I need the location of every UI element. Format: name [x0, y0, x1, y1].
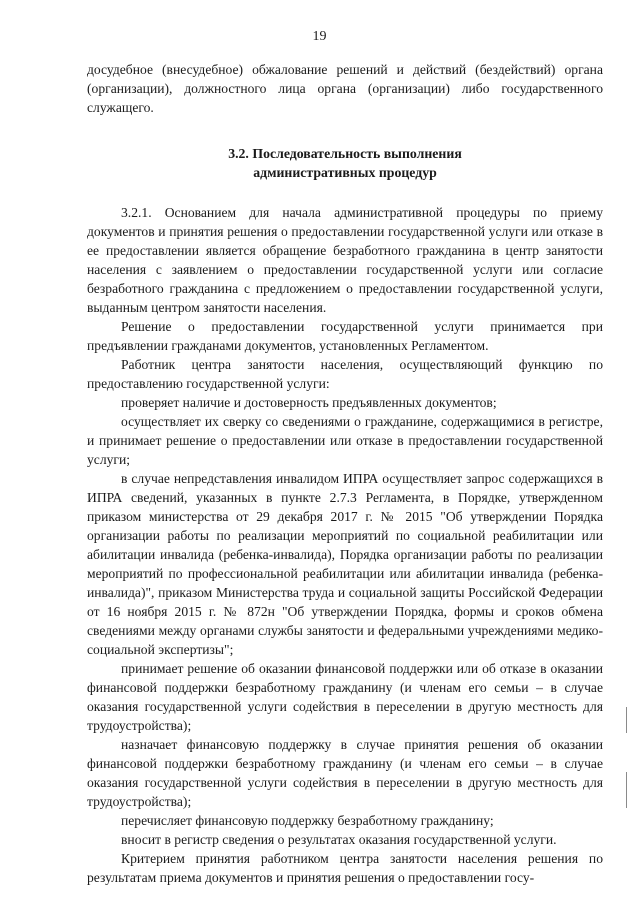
scan-margin-mark	[626, 707, 627, 733]
list-item-assigns-support: назначает финансовую поддержку в случае принятия решения об оказании финансовой поддержки безработному гражданину (и членам его семьи – в случае оказания государственной услуги содействия в переселении в другую местность для трудоустройства);	[87, 737, 603, 809]
list-item-ipra-request: в случае непредставления инвалидом ИПРА осуществляет запрос содержащихся в ИПРА сведений, указанных в пункте 2.7.3 Регламента, в Порядке, утвержденном приказом министерства от 29 декабря 2017 г. № 2015 "Об утверждении Порядка организации работы по реализации мероприятий по социальной реабилитации или абилитации инвалида (ребенка-инвалида), Порядка организации работы по реализации мероприятий по профессиональной реабилитации или абилитации инвалида (ребенка-инвалида)", приказом Министерства труда и социальной защиты Российской Федерации от 16 ноября 2015 г. № 872н "Об утверждении Порядка, формы и сроков обмена сведениями между органами службы занятости и федеральными учреждениями медико-социальной экспертизы";	[87, 471, 603, 657]
section-heading-line-1: 3.2. Последовательность выполнения	[228, 146, 462, 161]
section-heading	[87, 144, 603, 182]
list-item-financial-decision: принимает решение об оказании финансовой поддержки или об отказе в оказании финансовой поддержки безработному гражданину (и членам его семьи – в случае оказания государственной услуги содействия в переселении в другую местность для трудоустройства);	[87, 661, 603, 733]
intro-paragraph: досудебное (внесудебное) обжалование решений и действий (бездействий) органа (организации), должностного лица органа (организации) либо государственного служащего.	[87, 62, 603, 115]
scan-margin-mark	[626, 772, 627, 808]
paragraph-criterion: Критерием принятия работником центра занятости населения решения по результатам приема документов и принятия решения о предоставлении госу-	[87, 851, 603, 885]
list-item-verifies: осуществляет их сверку со сведениями о гражданине, содержащимися в регистре, и принимает решение о предоставлении или отказе в предоставлении государственной услуги;	[87, 414, 603, 467]
paragraph-employee: Работник центра занятости населения, осуществляющий функцию по предоставлению государственной услуги:	[87, 357, 603, 391]
list-item-registry-entry: вносит в регистр сведения о результатах оказания государственной услуги.	[121, 832, 557, 847]
document-body	[87, 60, 603, 887]
page-number: 19	[312, 29, 327, 44]
paragraph-basis: 3.2.1. Основанием для начала административной процедуры по приему документов и принятия решения о предоставлении государственной услуги или отказе в ее предоставлении является обращение безработного гражданина в центр занятости населения с заявлением о предоставлении государственной услуги или согласие безработного гражданина с предложением о предоставлении государственной услуги, выданным центром занятости населения.	[87, 205, 603, 315]
list-item-checks: проверяет наличие и достоверность предъявленных документов;	[121, 395, 497, 410]
section-heading-line-2: административных процедур	[253, 165, 437, 180]
list-item-transfers-support: перечисляет финансовую поддержку безработному гражданину;	[121, 813, 494, 828]
paragraph-decision: Решение о предоставлении государственной услуги принимается при предъявлении гражданами документов, установленных Регламентом.	[87, 319, 603, 353]
